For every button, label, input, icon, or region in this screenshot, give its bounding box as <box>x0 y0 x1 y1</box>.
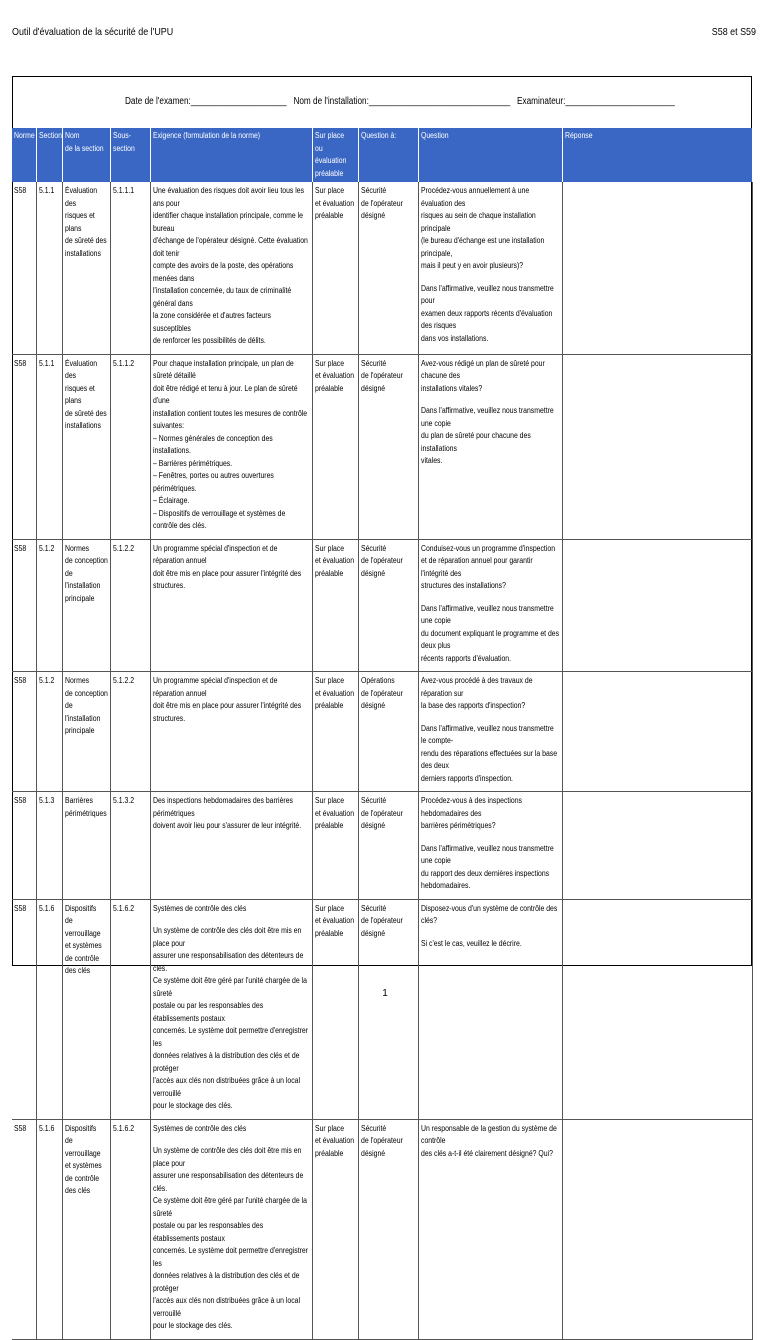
cell-sous-section: 5.1.1.2 <box>110 354 150 539</box>
cell-section: 5.1.6 <box>36 899 62 1119</box>
cell-nom-section: Normes de conception de l'installation principale <box>62 672 110 792</box>
cell-nom-section: Barrières périmétriques <box>62 792 110 900</box>
cell-sous-section: 5.1.6.2 <box>110 899 150 1119</box>
cell-question-a: Sécurité de l'opérateur désigné <box>358 1119 418 1339</box>
cell-section: 5.1.1 <box>36 182 62 354</box>
cell-section: 5.1.3 <box>36 792 62 900</box>
cell-exigence: Systèmes de contrôle des clés Un système de contrôle des clés doit être mis en place pour assurer une responsabilisation des détenteurs de clés. Ce système doit être géré par l'unité chargée de la sûreté postale ou par les responsables des établissements postaux concernés. Le système doit permettre d'enregistrer les données relatives à la distribution des clés et de protéger l'accès aux clés non distribuées grâce à un local verrouillé pour le stockage des clés. <box>150 899 312 1119</box>
cell-question: Procédez-vous annuellement à une évaluation des risques au sein de chaque installation principale (le bureau d'échange est une installation principale, mais il peut y en avoir plusieurs)? Dans l'affirmative, veuillez nous transmettre pour examen deux rapports récents d'évaluation des risques dans vos installations. <box>418 182 562 354</box>
cell-question-a: Sécurité de l'opérateur désigné <box>358 899 418 1119</box>
page-number: 1 <box>382 988 388 999</box>
cell-norme: S58 <box>12 182 36 354</box>
col-question: Question <box>418 128 562 182</box>
cell-reponse[interactable] <box>562 672 752 792</box>
table-row <box>12 539 752 672</box>
exam-info-line[interactable]: Date de l'examen:_____________________ Nom de l'installation:_______________________________ Examinateur:________________________ <box>125 96 675 107</box>
cell-sous-section: 5.1.2.2 <box>110 672 150 792</box>
cell-nom-section: Dispositifs de verrouillage et systèmes de contrôle des clés <box>62 899 110 1119</box>
cell-sous-section: 5.1.1.1 <box>110 182 150 354</box>
col-reponse: Réponse <box>562 128 752 182</box>
cell-exigence: Un programme spécial d'inspection et de réparation annuel doit être mis en place pour assurer l'intégrité des structures. <box>150 672 312 792</box>
document-code: S58 et S59 <box>711 26 756 38</box>
cell-sur-place: Sur place et évaluation préalable <box>312 899 358 1119</box>
cell-sur-place: Sur place et évaluation préalable <box>312 792 358 900</box>
col-nom-section: Nom de la section <box>62 128 110 182</box>
cell-norme: S58 <box>12 1119 36 1339</box>
cell-question: Disposez-vous d'un système de contrôle des clés? Si c'est le cas, veuillez le décrire. <box>418 899 562 1119</box>
cell-reponse[interactable] <box>562 1119 752 1339</box>
cell-section: 5.1.6 <box>36 1119 62 1339</box>
cell-nom-section: Évaluation des risques et plans de sûreté des installations <box>62 354 110 539</box>
cell-question: Avez-vous rédigé un plan de sûreté pour chacune des installations vitales? Dans l'affirmative, veuillez nous transmettre une copie du plan de sûreté pour chacune des installations vitales. <box>418 354 562 539</box>
cell-exigence: Des inspections hebdomadaires des barrières périmétriques doivent avoir lieu pour s'assurer de leur intégrité. <box>150 792 312 900</box>
cell-question: Procédez-vous à des inspections hebdomadaires des barrières périmétriques? Dans l'affirmative, veuillez nous transmettre une copie du rapport des deux dernières inspections hebdomadaires. <box>418 792 562 900</box>
cell-question: Avez-vous procédé à des travaux de réparation sur la base des rapports d'inspection? Dans l'affirmative, veuillez nous transmettre le compte- rendu des réparations effectuées sur la base des deux derniers rapports d'inspection. <box>418 672 562 792</box>
cell-question: Conduisez-vous un programme d'inspection et de réparation annuel pour garantir l'intégrité des structures des installations? Dans l'affirmative, veuillez nous transmettre une copie du document expliquant le programme et des deux plus récents rapports d'évaluation. <box>418 539 562 672</box>
document-title: Outil d'évaluation de la sécurité de l'UPU <box>12 26 174 38</box>
evaluation-table <box>12 128 753 1340</box>
col-exigence: Exigence (formulation de la norme) <box>150 128 312 182</box>
col-sur-place: Sur place ou évaluation préalable <box>312 128 358 182</box>
cell-reponse[interactable] <box>562 182 752 354</box>
cell-norme: S58 <box>12 354 36 539</box>
col-question-a: Question à: <box>358 128 418 182</box>
cell-reponse[interactable] <box>562 792 752 900</box>
cell-exigence: Un programme spécial d'inspection et de réparation annuel doit être mis en place pour assurer l'intégrité des structures. <box>150 539 312 672</box>
cell-question-a: Sécurité de l'opérateur désigné <box>358 792 418 900</box>
cell-sur-place: Sur place et évaluation préalable <box>312 1119 358 1339</box>
col-section: Section <box>36 128 62 182</box>
cell-sur-place: Sur place et évaluation préalable <box>312 539 358 672</box>
cell-norme: S58 <box>12 899 36 1119</box>
cell-norme: S58 <box>12 792 36 900</box>
cell-exigence: Systèmes de contrôle des clés Un système de contrôle des clés doit être mis en place pour assurer une responsabilisation des détenteurs de clés. Ce système doit être géré par l'unité chargée de la sûreté postale ou par les responsables des établissements postaux concernés. Le système doit permettre d'enregistrer les données relatives à la distribution des clés et de protéger l'accès aux clés non distribuées grâce à un local verrouillé pour le stockage des clés. <box>150 1119 312 1339</box>
cell-section: 5.1.2 <box>36 672 62 792</box>
cell-question: Un responsable de la gestion du système de contrôle des clés a-t-il été clairement désigné? Qui? <box>418 1119 562 1339</box>
table-row <box>12 1119 752 1339</box>
table-row <box>12 899 752 1119</box>
table-row <box>12 354 752 539</box>
cell-nom-section: Dispositifs de verrouillage et systèmes de contrôle des clés <box>62 1119 110 1339</box>
cell-nom-section: Évaluation des risques et plans de sûreté des installations <box>62 182 110 354</box>
table-row <box>12 792 752 900</box>
cell-exigence: Une évaluation des risques doit avoir lieu tous les ans pour identifier chaque installation principale, comme le bureau d'échange de l'opérateur désigné. Cette évaluation doit tenir compte des avoirs de la poste, des opérations menées dans l'installation concernée, du taux de criminalité général dans la zone considérée et d'autres facteurs susceptibles de renforcer les possibilités de délits. <box>150 182 312 354</box>
cell-question-a: Sécurité de l'opérateur désigné <box>358 354 418 539</box>
cell-sur-place: Sur place et évaluation préalable <box>312 672 358 792</box>
cell-reponse[interactable] <box>562 354 752 539</box>
table-row <box>12 672 752 792</box>
cell-sous-section: 5.1.2.2 <box>110 539 150 672</box>
col-sous-section: Sous- section <box>110 128 150 182</box>
cell-reponse[interactable] <box>562 539 752 672</box>
cell-section: 5.1.2 <box>36 539 62 672</box>
cell-norme: S58 <box>12 539 36 672</box>
cell-section: 5.1.1 <box>36 354 62 539</box>
cell-question-a: Opérations de l'opérateur désigné <box>358 672 418 792</box>
cell-question-a: Sécurité de l'opérateur désigné <box>358 539 418 672</box>
cell-norme: S58 <box>12 672 36 792</box>
col-norme: Norme <box>12 128 36 182</box>
cell-sous-section: 5.1.3.2 <box>110 792 150 900</box>
cell-sous-section: 5.1.6.2 <box>110 1119 150 1339</box>
cell-reponse[interactable] <box>562 899 752 1119</box>
cell-exigence: Pour chaque installation principale, un plan de sûreté détaillé doit être rédigé et tenu à jour. Le plan de sûreté d'une installation contient toutes les mesures de contrôle suivantes: – Normes générales de conception des installations. – Barrières périmétriques. – Fenêtres, portes ou autres ouvertures périmétriques. – Éclairage. – Dispositifs de verrouillage et systèmes de contrôle des clés. <box>150 354 312 539</box>
cell-question-a: Sécurité de l'opérateur désigné <box>358 182 418 354</box>
table-row <box>12 182 752 354</box>
table-header-row <box>12 128 752 182</box>
cell-nom-section: Normes de conception de l'installation principale <box>62 539 110 672</box>
cell-sur-place: Sur place et évaluation préalable <box>312 354 358 539</box>
cell-sur-place: Sur place et évaluation préalable <box>312 182 358 354</box>
